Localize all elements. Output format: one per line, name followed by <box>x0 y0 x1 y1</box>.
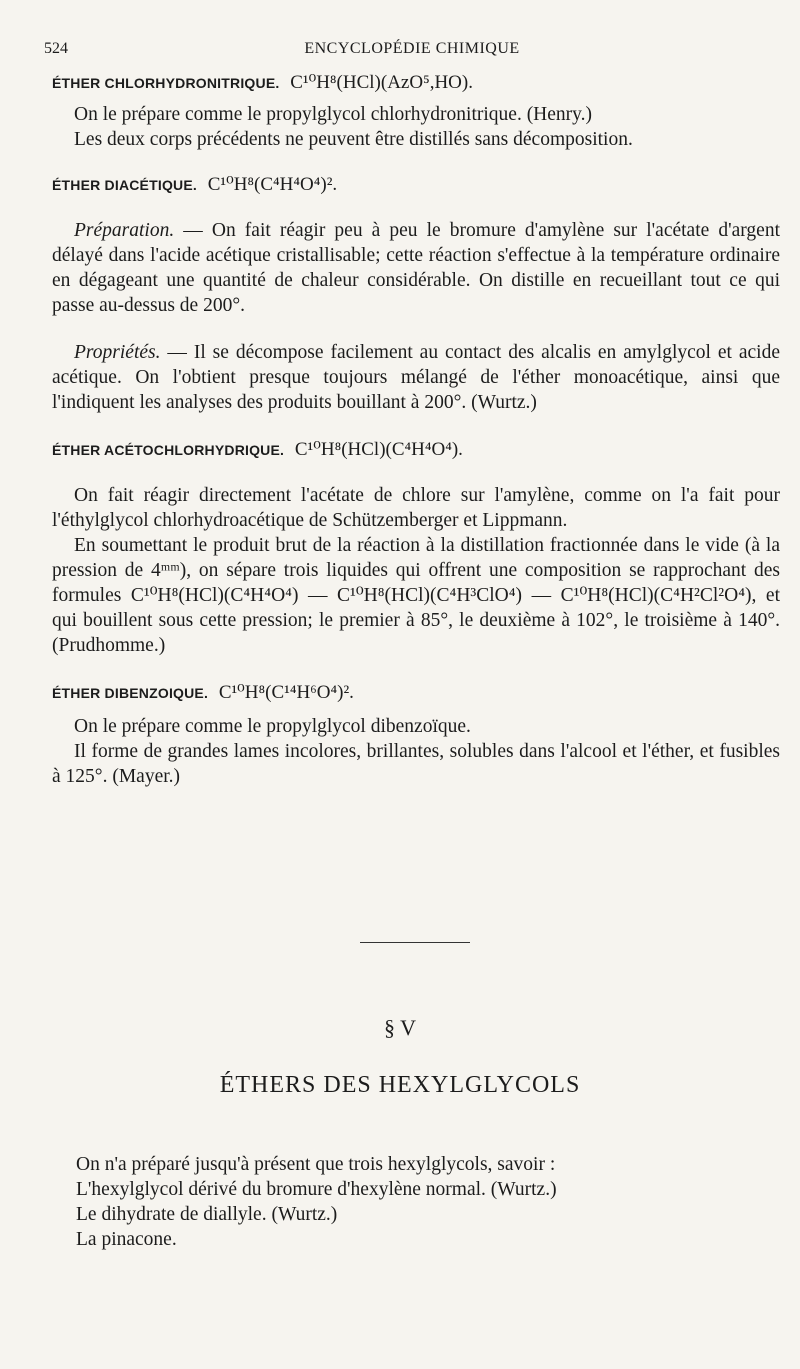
page-number: 524 <box>44 40 68 57</box>
heading-formula: C¹⁰H⁸(C¹⁴H⁶O⁴)². <box>218 682 354 703</box>
heading-name: ÉTHER DIBENZOIQUE. <box>52 685 209 701</box>
section-heading <box>52 680 780 706</box>
page-header <box>44 40 780 62</box>
paragraph: Il forme de grandes lames incolores, brillantes, solubles dans l'alcool et l'éther, et fusibles à 125°. (Mayer.) <box>52 741 780 787</box>
section-heading <box>52 437 780 463</box>
section-title: ÉTHERS DES HEXYLGLYCOLS <box>219 1072 581 1098</box>
paragraph-text: — Il se décompose facilement au contact des alcalis en amylglycol et acide acétique. On l'obtient presque toujours mélangé de l'éther monoacétique, ainsi que l'indiquent les analyses des produits bouillant à 200°. (Wurtz.) <box>52 342 780 413</box>
paragraph: On fait réagir directement l'acétate de chlore sur l'amylène, comme on l'a fait pour l'éthylglycol chlorhydroacétique de Schützemberger et Lippmann. <box>52 485 780 531</box>
section-acetochlorhydrique <box>52 437 780 658</box>
paragraph: Les deux corps précédents ne peuvent être distillés sans décomposition. <box>74 129 633 150</box>
divider-rule <box>360 942 470 943</box>
section-heading <box>52 172 780 198</box>
section-heading <box>52 70 780 96</box>
heading-name: ÉTHER CHLORHYDRONITRIQUE. <box>52 75 280 91</box>
heading-formula: C¹⁰H⁸(C⁴H⁴O⁴)². <box>207 174 338 195</box>
section-diacetique <box>52 172 780 415</box>
section-chlorhydronitrique <box>52 70 780 152</box>
paragraph-label: Propriétés. <box>74 342 161 363</box>
section-mark: § V <box>384 1015 416 1040</box>
paragraph: On le prépare comme le propylglycol chlorhydronitrique. (Henry.) <box>74 104 593 125</box>
final-line: On n'a préparé jusqu'à présent que trois hexylglycols, savoir : <box>76 1154 556 1175</box>
heading-formula: C¹⁰H⁸(HCl)(C⁴H⁴O⁴). <box>294 439 463 460</box>
final-line: Le dihydrate de diallyle. (Wurtz.) <box>76 1204 338 1225</box>
heading-name: ÉTHER DIACÉTIQUE. <box>52 177 197 193</box>
paragraph-label: Préparation. <box>74 220 175 241</box>
paragraph-text: — On fait réagir peu à peu le bromure d'amylène sur l'acétate d'argent délayé dans l'acide acétique cristallisable; cette réaction s'effectue à la température ordinaire en dégageant une quantité de chaleur considérable. On distille en recueillant tout ce qui passe au-dessus de 200°. <box>52 220 780 316</box>
section-dibenzoique <box>52 680 780 789</box>
paragraph-proprietes <box>52 340 780 415</box>
paragraph: On le prépare comme le propylglycol dibenzoïque. <box>74 716 471 737</box>
main-content <box>52 70 780 811</box>
running-title: ENCYCLOPÉDIE CHIMIQUE <box>304 40 520 57</box>
heading-name: ÉTHER ACÉTOCHLORHYDRIQUE. <box>52 442 285 458</box>
paragraph: En soumettant le produit brut de la réaction à la distillation fractionnée dans le vide (à la pression de 4ᵐᵐ), on sépare trois liquides qui offrent une composition se rapprochant des formules C¹⁰H⁸(HCl)(C⁴H⁴O⁴) — C¹⁰H⁸(HCl)(C⁴H³ClO⁴) — C¹⁰H⁸(HCl)(C⁴H²Cl²O⁴), et qui bouillent sous cette pression; le premier à 85°, le deuxième à 102°, le troisième à 140°. (Prudhomme.) <box>52 535 780 656</box>
paragraph-preparation <box>52 218 780 318</box>
final-list <box>76 1152 676 1252</box>
final-line: L'hexylglycol dérivé du bromure d'hexylène normal. (Wurtz.) <box>76 1179 557 1200</box>
final-line: La pinacone. <box>76 1229 177 1250</box>
heading-formula: C¹⁰H⁸(HCl)(AzO⁵,HO). <box>290 72 473 93</box>
